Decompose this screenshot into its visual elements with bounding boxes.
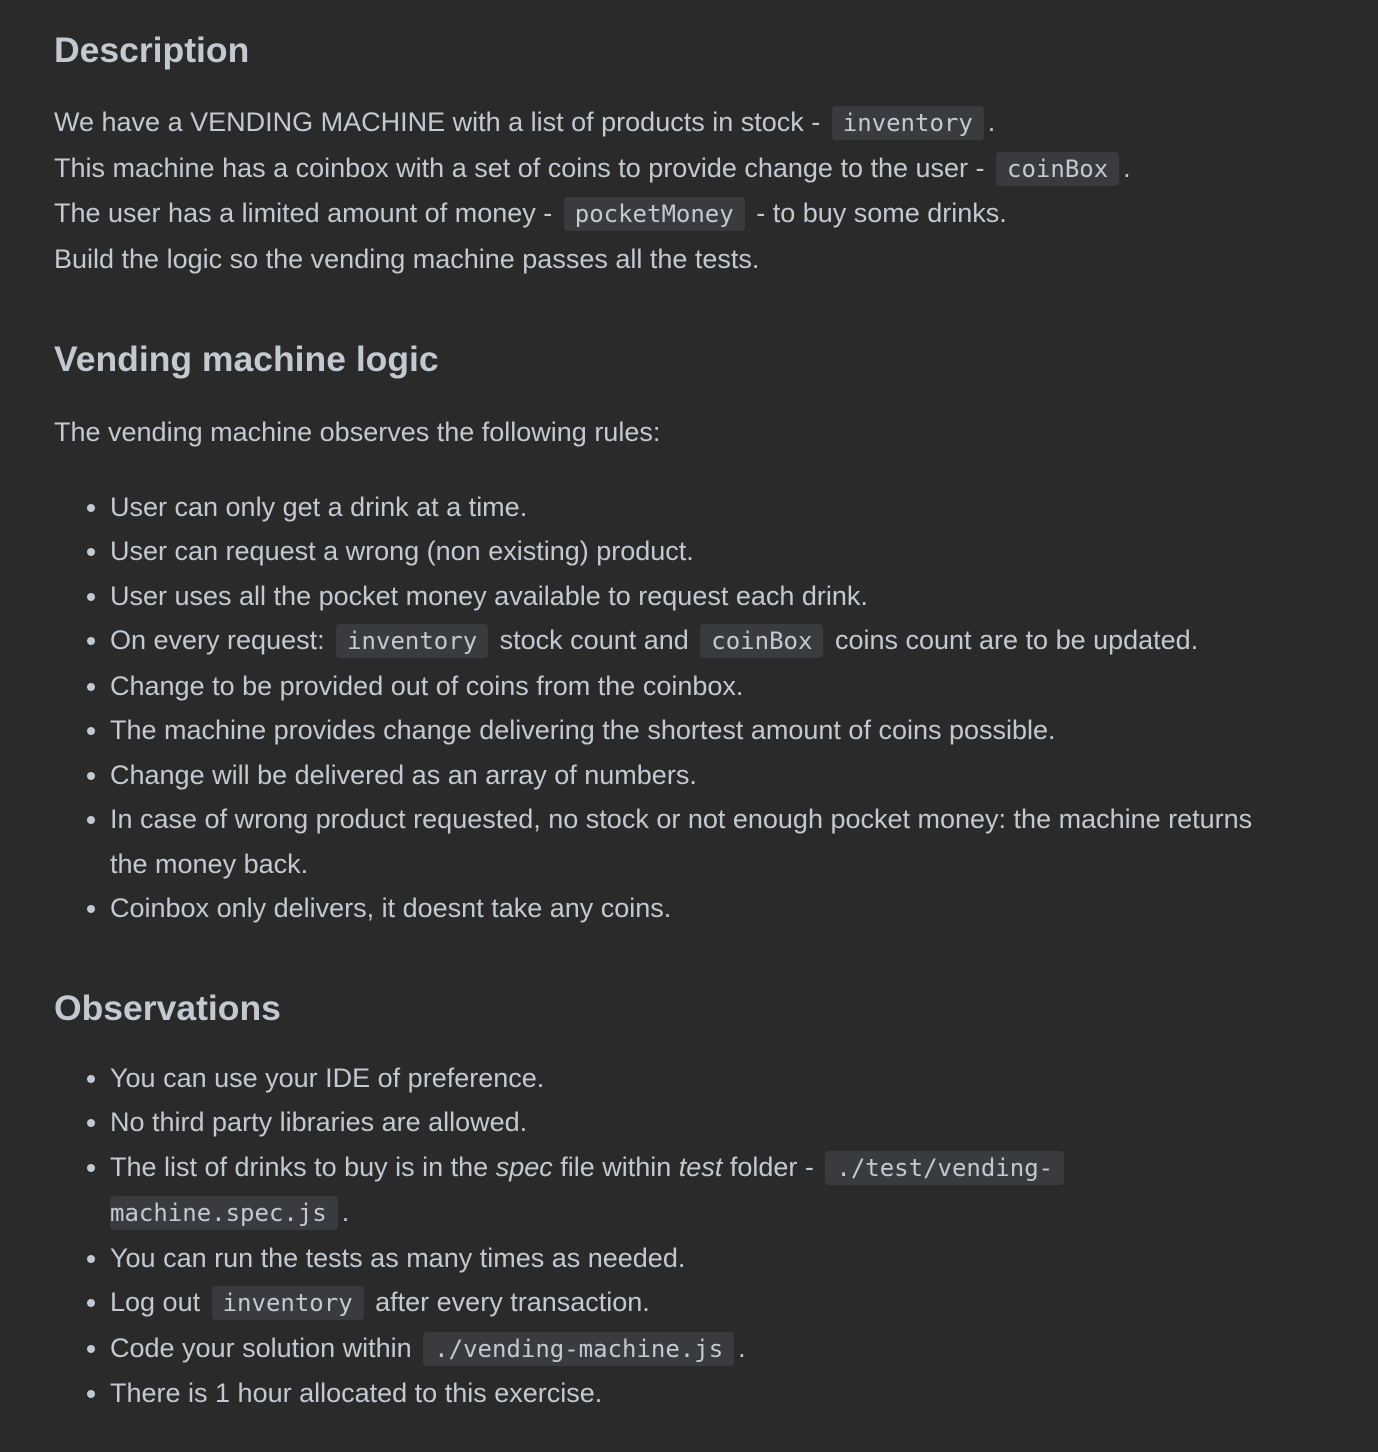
text: Log out — [110, 1287, 208, 1317]
list-item: • User can request a wrong (non existing) product. — [110, 529, 1324, 574]
text: . — [1123, 152, 1131, 183]
description-heading: Description — [54, 30, 250, 70]
list-item — [110, 1326, 1324, 1372]
text: coins count are to be updated. — [827, 625, 1199, 655]
inline-code: ./test/vending- — [825, 1151, 1064, 1185]
text: We have a VENDING MACHINE with a list of products in stock - — [54, 107, 828, 137]
list-item — [110, 1145, 1324, 1236]
text: The list of drinks to buy is in the — [110, 1151, 496, 1182]
inline-code: inventory — [212, 1286, 364, 1320]
list-item: • User uses all the pocket money available to request each drink. — [110, 574, 1324, 619]
text-line — [110, 1145, 1324, 1191]
text: On every request: — [110, 625, 333, 655]
inline-code: inventory — [832, 106, 984, 140]
observations-heading: Observations — [54, 987, 281, 1028]
text: . — [738, 1332, 746, 1363]
list-item: • Change will be delivered as an array of numbers. — [110, 753, 1324, 798]
emphasis-text: spec — [495, 1151, 553, 1182]
description-line-4: Build the logic so the vending machine passes all the tests. — [54, 243, 760, 274]
text: file within — [552, 1151, 679, 1182]
list-item: • Change to be provided out of coins from the coinbox. — [110, 664, 1324, 709]
description-line-3 — [54, 191, 1324, 237]
emphasis-text: test — [678, 1151, 723, 1182]
text: This machine has a coinbox with a set of coins to provide change to the user - — [54, 152, 993, 183]
logic-intro: The vending machine observes the following rules: — [54, 417, 661, 447]
inline-code: inventory — [336, 624, 488, 658]
text: Code your solution within — [110, 1332, 420, 1363]
description-line-2 — [54, 146, 1324, 192]
observations-list — [54, 1056, 1324, 1416]
list-item: • You can use your IDE of preference. — [110, 1056, 1324, 1101]
list-item: • You can run the tests as many times as needed. — [110, 1236, 1324, 1281]
text: after every transaction. — [367, 1287, 650, 1317]
text-line — [110, 1190, 1324, 1236]
text: • In case of wrong product requested, no stock or not enough pocket money: the machine returns — [110, 804, 1253, 834]
text: . — [341, 1197, 350, 1227]
description-line-1 — [54, 100, 1324, 146]
list-item: • The machine provides change delivering the shortest amount of coins possible. — [110, 708, 1324, 753]
inline-code: ./vending-machine.js — [423, 1332, 734, 1366]
list-item — [110, 797, 1324, 886]
inline-code: machine.spec.js — [110, 1196, 338, 1230]
description-paragraph — [54, 100, 1324, 281]
list-item — [110, 1280, 1324, 1326]
inline-code: pocketMoney — [564, 197, 745, 231]
logic-heading: Vending machine logic — [54, 339, 439, 379]
text: stock count and — [492, 625, 697, 655]
text: - to buy some drinks. — [748, 198, 1007, 228]
inline-code: coinBox — [700, 624, 823, 658]
list-item: • There is 1 hour allocated to this exercise. — [110, 1371, 1324, 1416]
list-item: • No third party libraries are allowed. — [110, 1100, 1324, 1145]
rules-list — [54, 485, 1324, 931]
text: The user has a limited amount of money - — [54, 198, 560, 228]
text: folder - — [722, 1151, 822, 1182]
list-item: • User can only get a drink at a time. — [110, 485, 1324, 530]
inline-code: coinBox — [996, 152, 1119, 186]
list-item — [110, 618, 1324, 664]
list-item: • Coinbox only delivers, it doesnt take any coins. — [110, 886, 1324, 931]
text: . — [987, 107, 996, 137]
text: the money back. — [110, 848, 309, 879]
